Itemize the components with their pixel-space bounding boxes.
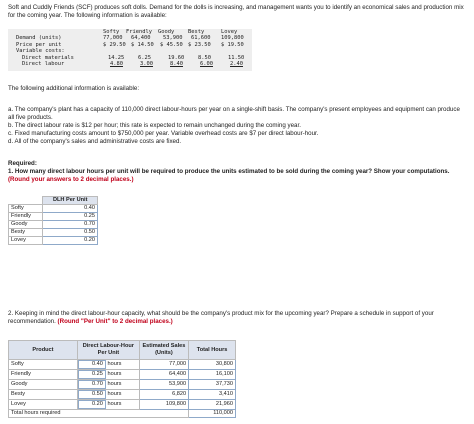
col-header-goody: Goody <box>158 29 175 35</box>
row-label: Price per unit <box>16 41 62 48</box>
blank-header <box>9 197 43 205</box>
cell: $ 23.50 <box>188 41 211 48</box>
note-a: a. The company's plant has a capacity of 110,000 direct labour-hours per year on a single-shift basis. The company's present employees and equipment can produce all five products. <box>8 106 460 121</box>
q1-instruction: (Round your answers to 2 decimal places.) <box>8 175 134 183</box>
product-label: Goody <box>9 221 43 229</box>
table-row <box>9 205 98 213</box>
q1-question <box>8 168 466 183</box>
sales-header: Estimated Sales (Units) <box>139 341 188 360</box>
q2-text: 2. Keeping in mind the direct labour-hour capacity, what should be the company's product mix for the upcoming year? Prepare a schedule in support of your recommendation. <box>8 310 434 325</box>
cell: $ 14.50 <box>131 41 154 48</box>
total-hours-input[interactable]: 21,960 <box>189 400 236 410</box>
dlh-cell <box>77 370 139 380</box>
sales-input[interactable]: 6,820 <box>139 390 188 400</box>
required-label: Required: <box>8 160 37 167</box>
table-row <box>9 400 236 410</box>
unit-label: hours <box>107 371 122 377</box>
cell: 8.40 <box>170 61 183 67</box>
unit-label: hours <box>107 401 122 407</box>
dlh-cell <box>77 360 139 370</box>
table-row <box>9 390 236 400</box>
cell: 11.50 <box>228 54 245 61</box>
row-label: Direct materials <box>22 54 74 61</box>
product-label: Friendly <box>9 370 78 380</box>
cell: 14.25 <box>108 54 125 61</box>
dlh-cell <box>77 400 139 410</box>
table-row <box>9 370 236 380</box>
q2-instruction: (Round "Per Unit" to 2 decimal places.) <box>57 317 173 325</box>
row-label: Direct labour <box>22 61 65 67</box>
q1-table <box>8 196 98 245</box>
cell: $ 19.50 <box>221 41 244 48</box>
dlh-input[interactable]: 0.70 <box>78 380 106 389</box>
dlh-input[interactable]: 0.40 <box>43 205 98 213</box>
product-label: Besty <box>9 229 43 237</box>
table-row <box>9 380 236 390</box>
q2-table <box>8 340 236 418</box>
dlh-input[interactable]: 0.40 <box>78 360 106 369</box>
total-row <box>9 410 236 418</box>
table-row <box>9 360 236 370</box>
product-label: Softy <box>9 205 43 213</box>
dlh-input[interactable]: 0.50 <box>43 229 98 237</box>
product-label: Besty <box>9 390 78 400</box>
cell: 77,000 <box>103 35 123 42</box>
total-hours-required-input[interactable]: 110,000 <box>189 410 236 418</box>
col-header-softy: Softy <box>103 29 120 35</box>
cell: 2.40 <box>230 61 243 67</box>
total-hours-input[interactable]: 16,100 <box>189 370 236 380</box>
dlh-input[interactable]: 0.20 <box>78 400 106 409</box>
dlh-input[interactable]: 0.50 <box>78 390 106 399</box>
product-header: Product <box>9 341 78 360</box>
cell: 8.50 <box>198 54 211 61</box>
product-label: Lovey <box>9 237 43 245</box>
cell: 6.00 <box>200 61 213 67</box>
col-header-lovey: Lovey <box>221 29 238 35</box>
data-table <box>8 29 252 71</box>
sales-input[interactable]: 53,900 <box>139 380 188 390</box>
cell: $ 45.50 <box>160 41 183 48</box>
product-label: Friendly <box>9 213 43 221</box>
total-hours-input[interactable]: 37,730 <box>189 380 236 390</box>
total-hours-input[interactable]: 30,800 <box>189 360 236 370</box>
row-label: Demand (units) <box>16 35 62 42</box>
q1-text: 1. How many direct labour hours per unit will be required to produce the units estimated to be sold during the coming year? Show your computations. <box>8 168 450 175</box>
total-hours-header: Total Hours <box>189 341 236 360</box>
cell: 53,900 <box>163 35 183 42</box>
dlh-header: Direct Labour-Hour Per Unit <box>77 341 139 360</box>
unit-label: hours <box>107 391 122 397</box>
sales-input[interactable]: 109,800 <box>139 400 188 410</box>
cell: 4.80 <box>110 61 123 67</box>
dlh-input[interactable]: 0.20 <box>43 237 98 245</box>
intro-text: Soft and Cuddly Friends (SCF) produces soft dolls. Demand for the dolls is increasing, and management wants you to identify an economical sales and production mix for the coming year. The following information is available: <box>8 4 464 19</box>
cell: 109,800 <box>221 35 244 42</box>
table-row <box>9 221 98 229</box>
dlh-per-unit-header: DLH Per Unit <box>43 197 98 205</box>
note-b: b. The direct labour rate is $12 per hour; this rate is expected to remain unchanged during the coming year. <box>8 122 301 129</box>
cell: $ 29.50 <box>103 41 126 48</box>
dlh-cell <box>77 380 139 390</box>
total-hours-input[interactable]: 3,410 <box>189 390 236 400</box>
table-row <box>9 237 98 245</box>
dlh-input[interactable]: 0.25 <box>43 213 98 221</box>
total-label: Total hours required <box>9 410 189 418</box>
additional-heading: The following additional information is available: <box>8 85 140 92</box>
dlh-input[interactable]: 0.70 <box>43 221 98 229</box>
row-label: Variable costs: <box>16 48 65 55</box>
cell: 19.60 <box>168 54 185 61</box>
product-label: Goody <box>9 380 78 390</box>
cell: 61,600 <box>191 35 211 42</box>
cell: 64,400 <box>131 35 151 42</box>
note-d: d. All of the company's sales and administrative costs are fixed. <box>8 138 182 145</box>
col-header-besty: Besty <box>188 29 205 35</box>
q2-question <box>8 310 466 325</box>
dlh-cell <box>77 390 139 400</box>
sales-input[interactable]: 64,400 <box>139 370 188 380</box>
cell: 3.00 <box>140 61 153 67</box>
cell: 6.25 <box>138 54 151 61</box>
table-row <box>9 229 98 237</box>
sales-input[interactable]: 77,000 <box>139 360 188 370</box>
note-c: c. Fixed manufacturing costs amount to $750,000 per year. Variable overhead costs are $7 per direct labour-hour. <box>8 130 319 137</box>
col-header-friendly: Friendly <box>126 29 152 35</box>
table-row <box>9 213 98 221</box>
dlh-input[interactable]: 0.25 <box>78 370 106 379</box>
unit-label: hours <box>107 361 122 367</box>
product-label: Lovey <box>9 400 78 410</box>
unit-label: hours <box>107 381 122 387</box>
product-label: Softy <box>9 360 78 370</box>
